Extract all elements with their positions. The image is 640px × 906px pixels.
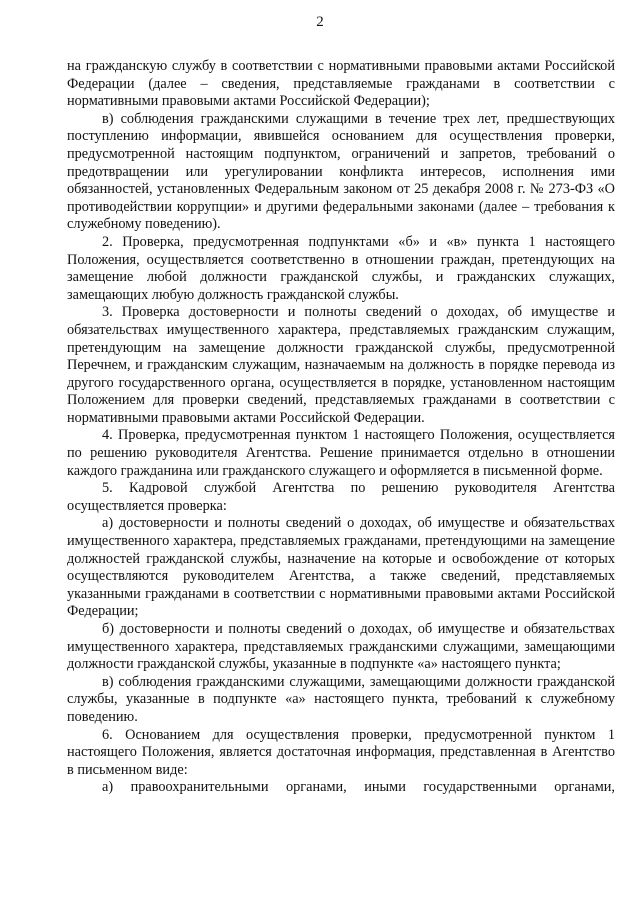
paragraph-item-2: 2. Проверка, предусмотренная подпунктами «б» и «в» пункта 1 настоящего Положения, осуществляется соответственно в отношении граждан, претендующих на замещение любой должности гражданской службы, и гражданских служащих, замещающих любую должность гражданской службы. [67,233,615,303]
paragraph-item-5-v: в) соблюдения гражданскими служащими, замещающими должности гражданской службы, указанные в подпункте «а» настоящего пункта, требований к служебному поведению. [67,673,615,725]
paragraph-item-5-a: а) достоверности и полноты сведений о доходах, об имуществе и обязательствах имущественного характера, представляемых гражданами, претендующими на замещение должностей гражданской службы, назначение на которые и освобождение от которых осуществляются руководителем Агентства, а также сведений, представляемых указанными гражданами в соответствии с нормативными правовыми актами Российской Федерации; [67,515,615,620]
paragraph-continuation: на гражданскую службу в соответствии с нормативными правовыми актами Российской Федерации (далее – сведения, представляемые гражданами в соответствии с нормативными правовыми актами Российской Федерации); [67,58,615,110]
paragraph-item-4: 4. Проверка, предусмотренная пунктом 1 настоящего Положения, осуществляется по решению руководителя Агентства. Решение принимается отдельно в отношении каждого гражданина или гражданского служащего и оформляется в письменной форме. [67,427,615,479]
paragraph-item-5: 5. Кадровой службой Агентства по решению руководителя Агентства осуществляется проверка: [67,480,615,514]
paragraph-item-6-a: а) правоохранительными органами, иными государственными органами, [102,779,615,796]
page-number: 2 [316,14,324,30]
paragraph-item-3: 3. Проверка достоверности и полноты сведений о доходах, об имуществе и обязательствах имущественного характера, представляемых гражданским служащим, претендующим на замещение должности гражданской службы, предусмотренной Перечнем, и гражданским служащим, назначаемым на должность в порядке перевода из другого государственного органа, осуществляется в порядке, установленном настоящим Положением для проверки сведений, представляемых гражданами в соответствии с нормативными правовыми актами Российской Федерации. [67,304,615,426]
paragraph-subitem-v: в) соблюдения гражданскими служащими в течение трех лет, предшествующих поступлению информации, явившейся основанием для осуществления проверки, предусмотренной настоящим подпунктом, ограничений и запретов, требований о предотвращении или урегулировании конфликта интересов, исполнения ими обязанностей, установленных Федеральным законом от 25 декабря 2008 г. № 273-ФЗ «О противодействии коррупции» и другими федеральными законами (далее – требования к служебному поведению). [67,110,615,233]
document-body [67,58,615,797]
paragraph-item-5-b: б) достоверности и полноты сведений о доходах, об имуществе и обязательствах имущественного характера, представляемых гражданскими служащими, замещающими должности гражданской службы, указанные в подпункте «а» настоящего пункта; [67,621,615,673]
paragraph-item-6: 6. Основанием для осуществления проверки, предусмотренной пунктом 1 настоящего Положения, является достаточная информация, представленная в Агентство в письменном виде: [67,726,615,778]
